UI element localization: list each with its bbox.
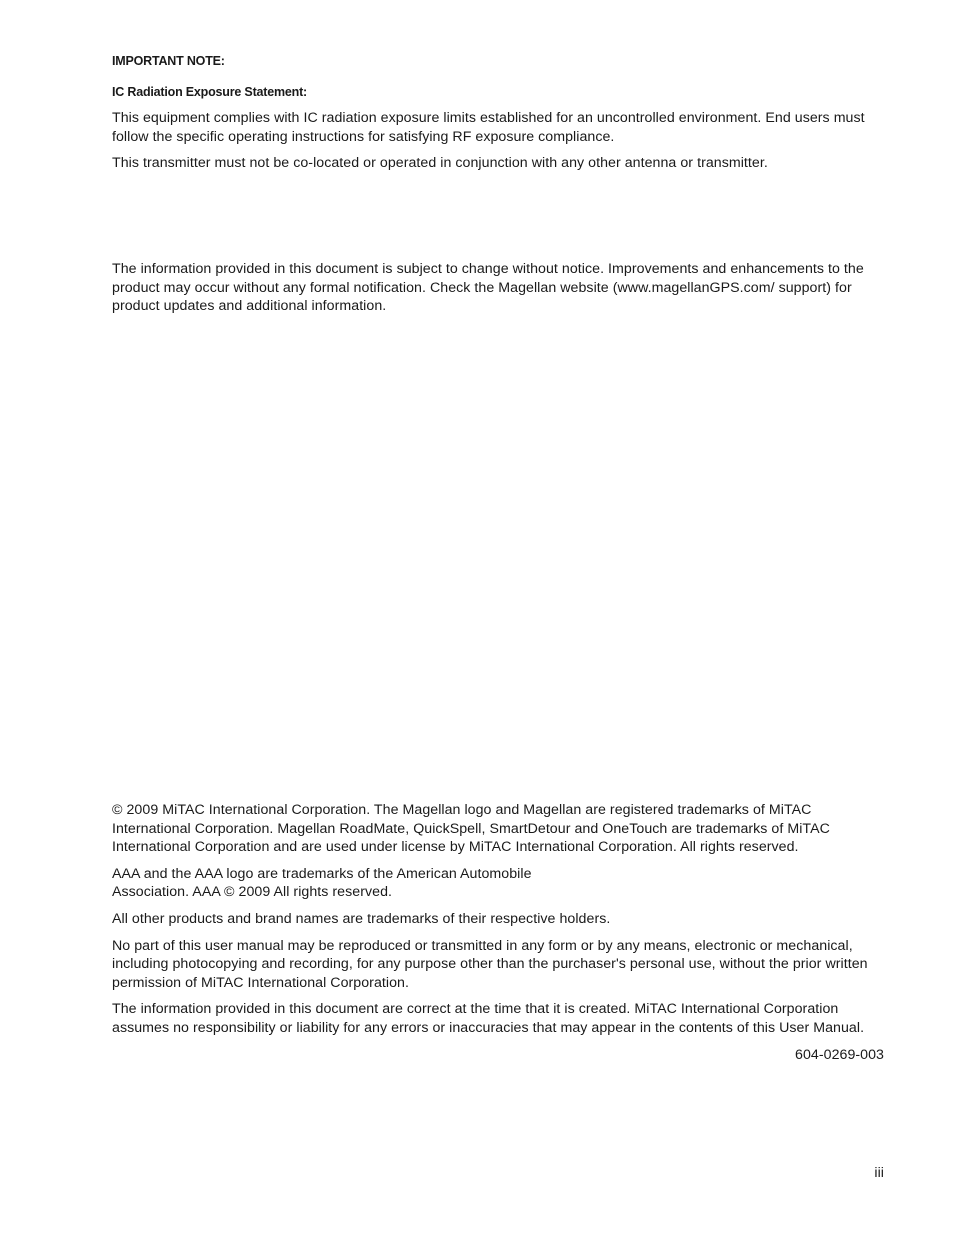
ic-statement-heading: IC Radiation Exposure Statement: [112,85,308,99]
page-number-footer [112,1164,884,1191]
reproduction-paragraph: No part of this user manual may be reproduced or transmitted in any form or by any means, electronic or mechanical, including photocopying and recording, for any purpose other than the purchaser's personal use, without the prior written permission of MiTAC International Corporation. [112,937,868,991]
aaa-paragraph [112,865,884,902]
document-page [112,0,884,1235]
notice-section [112,260,884,324]
legal-section [112,801,884,1072]
accuracy-paragraph: The information provided in this document are correct at the time that it is created. MiTAC International Corporation assumes no responsibility or liability for any errors or inaccuracies that may appear in the contents of this User Manual. [112,1001,865,1036]
ic-paragraph-1: This equipment complies with IC radiation exposure limits established for an uncontrolled environment. End users must follow the specific operating instructions for satisfying RF exposure compliance. [112,110,865,145]
important-note-heading: IMPORTANT NOTE: [112,54,225,68]
document-number: 604-0269-003 [795,1046,884,1063]
other-trademarks-paragraph: All other products and brand names are trademarks of their respective holders. [112,910,611,927]
ic-paragraph-2: This transmitter must not be co-located or operated in conjunction with any other antenna or transmitter. [112,155,768,172]
aaa-line-2: Association. AAA © 2009 All rights reserved. [112,884,392,901]
aaa-line-1: AAA and the AAA logo are trademarks of the American Automobile [112,865,532,882]
notice-paragraph: The information provided in this document is subject to change without notice. Improvements and enhancements to the product may occur without any formal notification. Check the Magellan website (www.magellanGPS.com/ support) for product updates and additional information. [112,261,864,315]
copyright-paragraph: © 2009 MiTAC International Corporation. The Magellan logo and Magellan are registered trademarks of MiTAC International Corporation. Magellan RoadMate, QuickSpell, SmartDetour and OneTouch are trademarks of MiTAC International Corporation and are used under license by MiTAC International Corporation. All rights reserved. [112,802,830,856]
page-number: iii [874,1165,884,1181]
ic-section [112,52,884,181]
